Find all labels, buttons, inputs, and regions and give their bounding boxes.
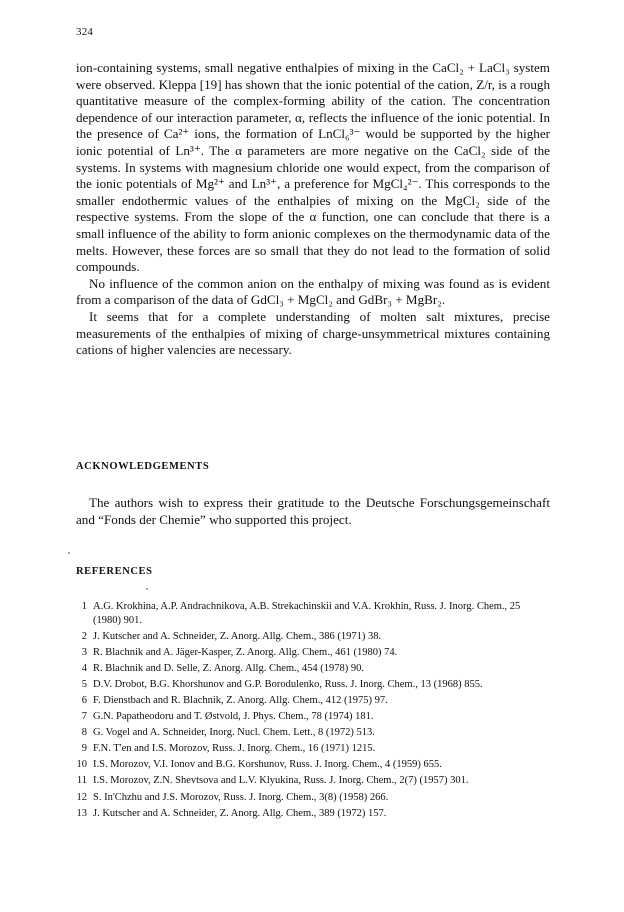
- reference-item: [76, 758, 550, 772]
- reference-item: [76, 726, 550, 740]
- body-text: [76, 60, 550, 359]
- reference-number: 3: [81, 646, 87, 658]
- reference-number: 12: [76, 791, 87, 803]
- reference-text: D.V. Drobot, B.G. Khorshunov and G.P. Borodulenko, Russ. J. Inorg. Chem., 13 (1968) 855.: [93, 678, 483, 690]
- reference-number: 9: [81, 743, 87, 755]
- reference-number: 13: [76, 807, 87, 819]
- reference-list: [76, 600, 550, 823]
- reference-item: [76, 630, 550, 644]
- body-paragraph-2: No influence of the common anion on the enthalpy of mixing was found as is evident from a comparison of the data of GdCl₃ + MgCl₂ and GdBr₃ + MgBr₂.: [76, 275, 550, 308]
- reference-text: G.N. Papatheodoru and T. Østvold, J. Phys. Chem., 78 (1974) 181.: [93, 711, 374, 723]
- scan-speck: [146, 588, 148, 590]
- reference-text: R. Blachnik and A. Jäger-Kasper, Z. Anorg. Allg. Chem., 461 (1980) 74.: [93, 646, 398, 658]
- reference-text: J. Kutscher and A. Schneider, Z. Anorg. Allg. Chem., 386 (1971) 38.: [93, 630, 382, 642]
- reference-number: 7: [81, 711, 87, 723]
- scan-speck: [68, 552, 70, 554]
- body-paragraph-1: ion-containing systems, small negative enthalpies of mixing in the CaCl₂ + LaCl₃ system were observed. Kleppa [19] has shown that the ionic potential of the cation, Z/r, is a rough quantitative measure of the complex-forming ability of the cation. The concentration dependence of our interaction parameter, α, reflects the influence of the ionic potential. In the presence of Ca²⁺ ions, the formation of LnCl₆³⁻ would be supported by the higher ionic potential of Ln³⁺. The α parameters are more negative on the CaCl₂ side of the systems. In systems with magnesium chloride one would expect, from the comparison of the ionic potentials of Mg²⁺ and Ln³⁺, a preference for MgCl₄²⁻. This corresponds to the smaller endothermic values of the enthalpies of mixing on the MgCl₂ side of the respective systems. From the slope of the α function, one can conclude that there is a small influence of the ability to form anionic complexes on the thermodynamic data of the melts. However, these forces are so small that they do not lead to the formation of solid compounds.: [76, 60, 550, 275]
- reference-text: F. Dienstbach and R. Blachnik, Z. Anorg. Allg. Chem., 412 (1975) 97.: [93, 694, 388, 706]
- reference-item: [76, 600, 550, 627]
- body-paragraph-3: It seems that for a complete understanding of molten salt mixtures, precise measurements of the enthalpies of mixing of charge-unsymmetrical mixtures containing cations of higher valencies are necessary.: [76, 308, 550, 358]
- reference-text: A.G. Krokhina, A.P. Andrachnikova, A.B. Strekachinskii and V.A. Krokhin, Russ. J. Inorg. Chem., 25 (1980) 901.: [93, 601, 521, 626]
- reference-text: F.N. T'en and I.S. Morozov, Russ. J. Inorg. Chem., 16 (1971) 1215.: [93, 743, 376, 755]
- reference-number: 8: [81, 727, 87, 739]
- reference-item: [76, 742, 550, 756]
- reference-number: 10: [76, 759, 87, 771]
- references-heading: REFERENCES: [76, 566, 153, 577]
- reference-item: [76, 774, 550, 788]
- reference-number: 11: [76, 775, 87, 787]
- reference-item: [76, 807, 550, 821]
- reference-text: I.S. Morozov, V.I. Ionov and B.G. Korshunov, Russ. J. Inorg. Chem., 4 (1959) 655.: [93, 759, 442, 771]
- page-number: 324: [76, 26, 94, 38]
- acknowledgements-text: The authors wish to express their gratitude to the Deutsche Forschungsgemeinschaft and “Fonds der Chemie” who supported this project.: [76, 495, 550, 527]
- reference-item: [76, 662, 550, 676]
- reference-item: [76, 791, 550, 805]
- reference-number: 2: [81, 630, 87, 642]
- reference-text: I.S. Morozov, Z.N. Shevtsova and L.V. Klyukina, Russ. J. Inorg. Chem., 2(7) (1957) 301.: [93, 775, 469, 787]
- reference-number: 6: [81, 694, 87, 706]
- reference-item: [76, 678, 550, 692]
- reference-text: G. Vogel and A. Schneider, Inorg. Nucl. Chem. Lett., 8 (1972) 513.: [93, 727, 375, 739]
- reference-item: [76, 646, 550, 660]
- reference-number: 4: [81, 662, 87, 674]
- reference-text: R. Blachnik and D. Selle, Z. Anorg. Allg. Chem., 454 (1978) 90.: [93, 662, 365, 674]
- reference-item: [76, 694, 550, 708]
- reference-text: J. Kutscher and A. Schneider, Z. Anorg. Allg. Chem., 389 (1972) 157.: [93, 807, 387, 819]
- reference-text: S. In'Chzhu and J.S. Morozov, Russ. J. Inorg. Chem., 3(8) (1958) 266.: [93, 791, 389, 803]
- acknowledgements-heading: ACKNOWLEDGEMENTS: [76, 461, 210, 472]
- reference-number: 5: [81, 678, 87, 690]
- reference-number: 1: [81, 601, 87, 612]
- reference-item: [76, 710, 550, 724]
